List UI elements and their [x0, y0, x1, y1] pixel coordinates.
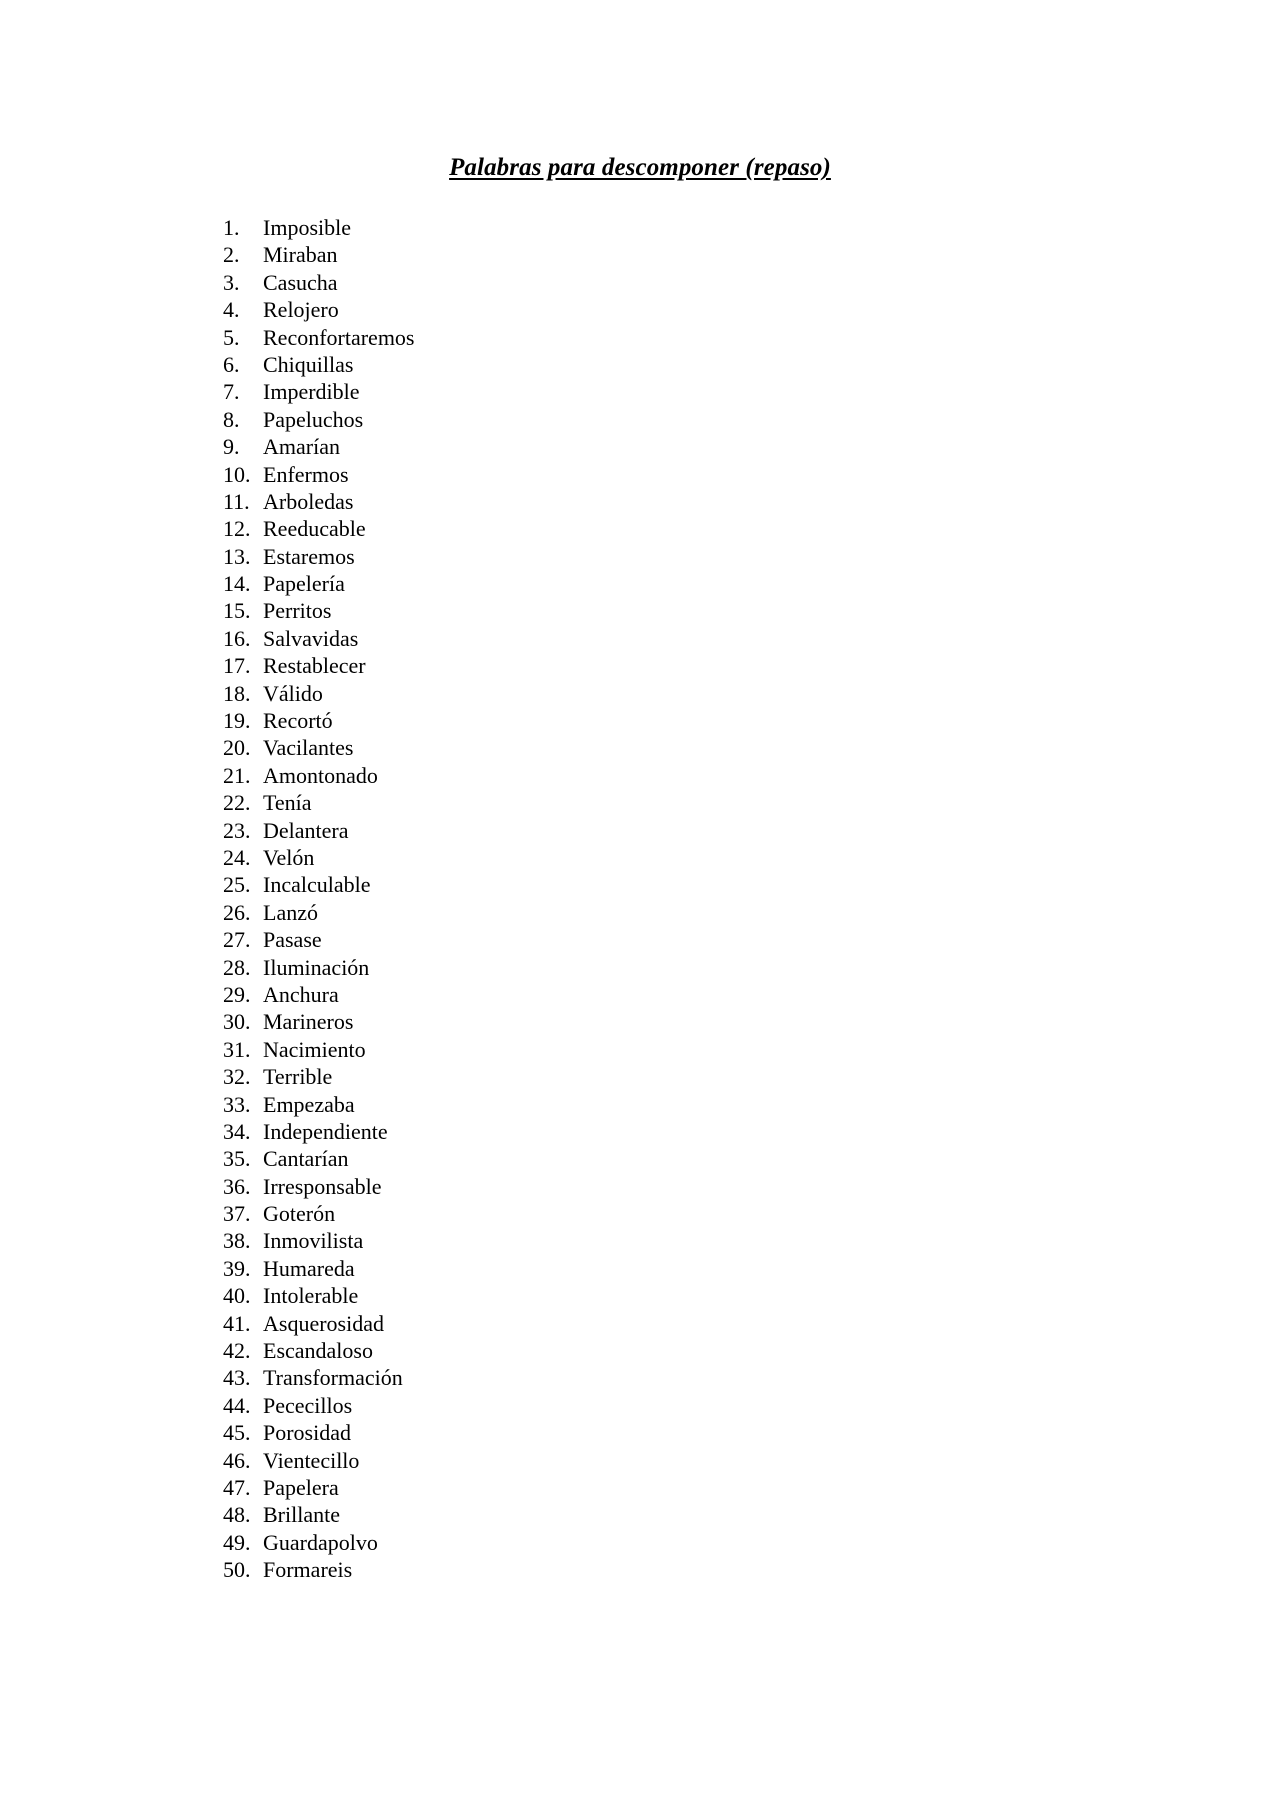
list-item: [223, 406, 415, 433]
list-item-number: 17.: [223, 653, 251, 679]
list-item-number: 25.: [223, 872, 251, 898]
list-item-word: Reeducable: [263, 516, 366, 542]
list-item: [223, 351, 415, 378]
list-item-word: Humareda: [263, 1255, 355, 1281]
list-item: [223, 652, 415, 679]
list-item: [223, 543, 415, 570]
list-item-number: 35.: [223, 1146, 251, 1172]
list-item: [223, 1008, 415, 1035]
list-item-word: Perritos: [263, 598, 332, 624]
list-item-word: Nacimiento: [263, 1036, 366, 1062]
list-item-word: Pasase: [263, 927, 322, 953]
list-item: [223, 461, 415, 488]
list-item: [223, 1529, 415, 1556]
list-item-word: Chiquillas: [263, 351, 354, 377]
list-item: [223, 1118, 415, 1145]
list-item-number: 41.: [223, 1310, 251, 1336]
list-item-word: Estaremos: [263, 543, 355, 569]
list-item-number: 6.: [223, 351, 240, 377]
list-item-number: 48.: [223, 1502, 251, 1528]
list-item: [223, 707, 415, 734]
page-title-text: Palabras para descomponer (repaso): [449, 154, 831, 181]
list-item: [223, 1200, 415, 1227]
list-item-number: 14.: [223, 571, 251, 597]
list-item: [223, 1447, 415, 1474]
list-item-word: Escandaloso: [263, 1338, 373, 1364]
list-item-word: Porosidad: [263, 1420, 351, 1446]
list-item-number: 49.: [223, 1529, 251, 1555]
list-item: [223, 378, 415, 405]
list-item-number: 44.: [223, 1392, 251, 1418]
list-item-word: Casucha: [263, 269, 338, 295]
list-item: [223, 954, 415, 981]
list-item-number: 21.: [223, 762, 251, 788]
list-item-word: Guardapolvo: [263, 1529, 378, 1555]
list-item-word: Restablecer: [263, 653, 366, 679]
list-item-word: Imperdible: [263, 379, 360, 405]
list-item-number: 31.: [223, 1036, 251, 1062]
list-item: [223, 570, 415, 597]
list-item: [223, 1063, 415, 1090]
list-item-number: 29.: [223, 981, 251, 1007]
list-item-number: 16.: [223, 625, 251, 651]
list-item: [223, 1474, 415, 1501]
list-item-number: 18.: [223, 680, 251, 706]
list-item-word: Lanzó: [263, 899, 318, 925]
list-item-word: Reconfortaremos: [263, 324, 415, 350]
list-item: [223, 1091, 415, 1118]
list-item-word: Enfermos: [263, 461, 349, 487]
list-item-number: 7.: [223, 379, 240, 405]
list-item-word: Velón: [263, 844, 315, 870]
list-item-word: Brillante: [263, 1502, 340, 1528]
list-item: [223, 433, 415, 460]
list-item: [223, 625, 415, 652]
list-item: [223, 899, 415, 926]
list-item-word: Irresponsable: [263, 1173, 382, 1199]
list-item-number: 13.: [223, 543, 251, 569]
list-item-word: Anchura: [263, 981, 339, 1007]
list-item-number: 12.: [223, 516, 251, 542]
list-item-word: Independiente: [263, 1118, 388, 1144]
list-item-number: 30.: [223, 1009, 251, 1035]
list-item-word: Delantera: [263, 817, 349, 843]
list-item-word: Pececillos: [263, 1392, 353, 1418]
list-item: [223, 1145, 415, 1172]
list-item-word: Tenía: [263, 790, 312, 816]
list-item-word: Válido: [263, 680, 323, 706]
list-item-number: 45.: [223, 1420, 251, 1446]
list-item-number: 11.: [223, 488, 250, 514]
list-item-word: Recortó: [263, 708, 333, 734]
list-item-number: 24.: [223, 844, 251, 870]
list-item: [223, 597, 415, 624]
list-item-word: Terrible: [263, 1064, 333, 1090]
list-item-number: 28.: [223, 954, 251, 980]
list-item: [223, 1227, 415, 1254]
list-item-number: 32.: [223, 1064, 251, 1090]
list-item-word: Salvavidas: [263, 625, 359, 651]
list-item-number: 19.: [223, 708, 251, 734]
list-item: [223, 1501, 415, 1528]
list-item: [223, 871, 415, 898]
list-item-word: Formareis: [263, 1557, 353, 1583]
list-item-number: 3.: [223, 269, 240, 295]
list-item: [223, 734, 415, 761]
list-item-word: Imposible: [263, 215, 351, 240]
list-item: [223, 1282, 415, 1309]
list-item-number: 36.: [223, 1173, 251, 1199]
list-item-word: Amarían: [263, 434, 340, 460]
list-item-word: Empezaba: [263, 1091, 355, 1117]
list-item-number: 33.: [223, 1091, 251, 1117]
list-item: [223, 1392, 415, 1419]
list-item-word: Relojero: [263, 297, 339, 323]
list-item: [223, 515, 415, 542]
list-item: [223, 1173, 415, 1200]
list-item-word: Papelera: [263, 1474, 339, 1500]
list-item: [223, 981, 415, 1008]
list-item: [223, 324, 415, 351]
list-item-number: 46.: [223, 1447, 251, 1473]
list-item-number: 5.: [223, 324, 240, 350]
list-item-word: Papeluchos: [263, 406, 364, 432]
list-item-word: Arboledas: [263, 488, 354, 514]
list-item-number: 26.: [223, 899, 251, 925]
list-item-word: Marineros: [263, 1009, 354, 1035]
list-item: [223, 1310, 415, 1337]
list-item-number: 42.: [223, 1338, 251, 1364]
list-item-number: 8.: [223, 406, 240, 432]
list-item: [223, 1419, 415, 1446]
list-item-number: 39.: [223, 1255, 251, 1281]
list-item-number: 1.: [223, 215, 240, 240]
list-item-number: 40.: [223, 1283, 251, 1309]
list-item: [223, 926, 415, 953]
list-item-number: 37.: [223, 1201, 251, 1227]
list-item-number: 2.: [223, 242, 240, 268]
list-item: [223, 1556, 415, 1583]
list-item: [223, 680, 415, 707]
list-item-word: Cantarían: [263, 1146, 349, 1172]
list-item-number: 50.: [223, 1557, 251, 1583]
list-item: [223, 214, 415, 241]
list-item: [223, 789, 415, 816]
list-item: [223, 488, 415, 515]
list-item-number: 43.: [223, 1365, 251, 1391]
list-item-number: 9.: [223, 434, 240, 460]
list-item-number: 34.: [223, 1118, 251, 1144]
list-item: [223, 1364, 415, 1391]
list-item: [223, 1255, 415, 1282]
list-item: [223, 817, 415, 844]
list-item-word: Iluminación: [263, 954, 370, 980]
list-item-word: Asquerosidad: [263, 1310, 384, 1336]
list-item-word: Vacilantes: [263, 735, 354, 761]
list-item-word: Inmovilista: [263, 1228, 364, 1254]
list-item: [223, 1337, 415, 1364]
list-item: [223, 296, 415, 323]
list-item-number: 10.: [223, 461, 251, 487]
list-item-number: 22.: [223, 790, 251, 816]
list-item: [223, 762, 415, 789]
page-title: [0, 152, 1280, 184]
list-item-number: 27.: [223, 927, 251, 953]
list-item: [223, 844, 415, 871]
list-item-word: Papelería: [263, 571, 345, 597]
list-item-word: Miraban: [263, 242, 338, 268]
list-item: [223, 241, 415, 268]
word-list: [223, 214, 415, 1584]
list-item-word: Goterón: [263, 1201, 336, 1227]
list-item-word: Amontonado: [263, 762, 378, 788]
list-item-word: Incalculable: [263, 872, 371, 898]
list-item-word: Transformación: [263, 1365, 403, 1391]
list-item: [223, 269, 415, 296]
list-item-number: 4.: [223, 297, 240, 323]
list-item-number: 15.: [223, 598, 251, 624]
list-item-number: 47.: [223, 1474, 251, 1500]
list-item-number: 23.: [223, 817, 251, 843]
list-item-number: 20.: [223, 735, 251, 761]
list-item-word: Vientecillo: [263, 1447, 360, 1473]
list-item-word: Intolerable: [263, 1283, 359, 1309]
list-item-number: 38.: [223, 1228, 251, 1254]
list-item: [223, 1036, 415, 1063]
